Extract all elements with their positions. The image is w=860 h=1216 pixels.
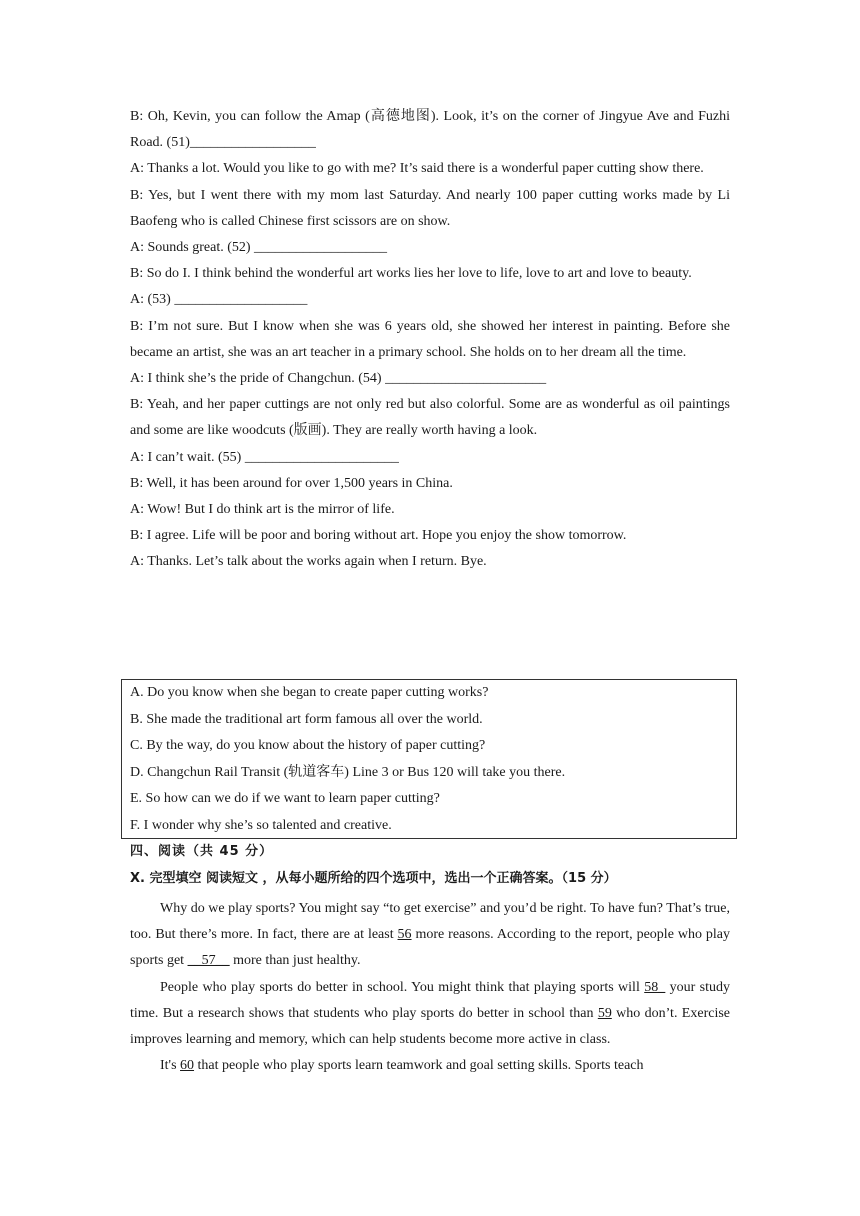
section-title: 四、阅读（共 45 分）	[130, 844, 274, 859]
dialogue-text: A: Sounds great. (52)	[130, 240, 255, 256]
dialogue-text: A: I can’t wait. (55)	[130, 449, 245, 465]
passage-text: who don’t. Exercise improves learning and memory, which can help students become more active in class.	[130, 1005, 730, 1048]
answer-blank[interactable]: ______________________	[244, 449, 399, 465]
dialogue-line	[130, 314, 730, 366]
dialogue-text: B: I agree. Life will be poor and boring without art. Hope you enjoy the show tomorrow.	[130, 528, 627, 544]
dialogue-text: A: Thanks a lot. Would you like to go with me? It’s said there is a wonderful paper cutting show there.	[130, 161, 704, 177]
option-c: C. By the way, do you know about the history of paper cutting?	[130, 738, 486, 754]
blank-58[interactable]: 58_	[644, 979, 666, 995]
passage-paragraph	[130, 975, 730, 1054]
subsection-title: X. 完型填空 阅读短文 ，从每小题所给的四个选项中，选出一个正确答案。（15 分）	[130, 871, 617, 886]
blank-56[interactable]: 56	[397, 927, 412, 943]
dialogue-text: A: I think she’s the pride of Changchun. (54)	[130, 371, 386, 387]
passage-text: more than just healthy.	[229, 953, 361, 969]
option-f: F. I wonder why she’s so talented and creative.	[130, 817, 392, 833]
passage-text: your study time. But a research shows that students who play sports do better in school than	[130, 979, 730, 1021]
dialogue-line	[130, 471, 730, 497]
dialogue-section	[130, 104, 730, 576]
dialogue-line	[130, 497, 730, 523]
option-a: A. Do you know when she began to create paper cutting works?	[130, 685, 489, 700]
dialogue-text: A: Thanks. Let’s talk about the works again when I return. Bye.	[130, 554, 487, 570]
dialogue-text: B: Yes, but I went there with my mom last Saturday. And nearly 100 paper cutting works made by Li Baofeng who is called Chinese first scissors are on show.	[130, 187, 730, 229]
passage-paragraph	[130, 896, 730, 975]
answer-blank[interactable]: __________________	[189, 135, 316, 151]
option-b: B. She made the traditional art form famous all over the world.	[130, 711, 483, 727]
reading-passage	[130, 896, 730, 1079]
blank-60[interactable]: 60	[180, 1058, 195, 1074]
dialogue-line	[130, 183, 730, 235]
passage-paragraph	[130, 1053, 730, 1079]
options-box	[121, 679, 737, 839]
blank-57[interactable]: __57__	[187, 953, 230, 969]
passage-text: more reasons. According to the report, people who play sports get	[130, 927, 730, 969]
dialogue-text: B: Yeah, and her paper cuttings are not only red but also colorful. Some are as wonderful as oil paintings and some are like woodcuts (版画). They are really worth having a look.	[130, 397, 730, 439]
passage-text: People who play sports do better in school. You might think that playing sports will	[160, 979, 645, 995]
answer-blank[interactable]: ___________________	[174, 292, 308, 308]
passage-text: It's	[160, 1058, 181, 1074]
dialogue-line	[130, 445, 730, 471]
dialogue-line	[130, 287, 730, 313]
blank-59[interactable]: 59	[597, 1005, 612, 1021]
dialogue-line	[130, 104, 730, 156]
dialogue-text: B: Well, it has been around for over 1,500 years in China.	[130, 475, 453, 491]
dialogue-text: A: Wow! But I do think art is the mirror of life.	[130, 502, 395, 518]
passage-text: Why do we play sports? You might say “to get exercise” and you’d be right. To have fun? That’s true, too. But there’s more. In fact, there are at least	[130, 901, 730, 943]
dialogue-text: A: (53)	[130, 292, 175, 308]
option-e: E. So how can we do if we want to learn paper cutting?	[130, 791, 440, 807]
dialogue-line	[130, 235, 730, 261]
answer-blank[interactable]: ___________________	[254, 240, 388, 256]
dialogue-line	[130, 156, 730, 182]
dialogue-line	[130, 523, 730, 549]
answer-blank[interactable]: _______________________	[385, 371, 547, 387]
passage-text: that people who play sports learn teamwork and goal setting skills. Sports teach	[194, 1058, 644, 1074]
dialogue-text: B: I’m not sure. But I know when she was 6 years old, she showed her interest in painting. Before she became an artist, she was an art teacher in a primary school. She holds on to her dream all the time.	[130, 318, 730, 360]
dialogue-line	[130, 549, 730, 575]
dialogue-text: B: Oh, Kevin, you can follow the Amap (高德地图). Look, it’s on the corner of Jingyue Ave and Fuzhi Road. (51)	[130, 109, 730, 151]
dialogue-line	[130, 261, 730, 287]
dialogue-line	[130, 366, 730, 392]
dialogue-text: B: So do I. I think behind the wonderful art works lies her love to life, love to art and love to beauty.	[130, 266, 692, 282]
dialogue-line	[130, 392, 730, 444]
option-d: D. Changchun Rail Transit (轨道客车) Line 3 or Bus 120 will take you there.	[130, 764, 566, 780]
